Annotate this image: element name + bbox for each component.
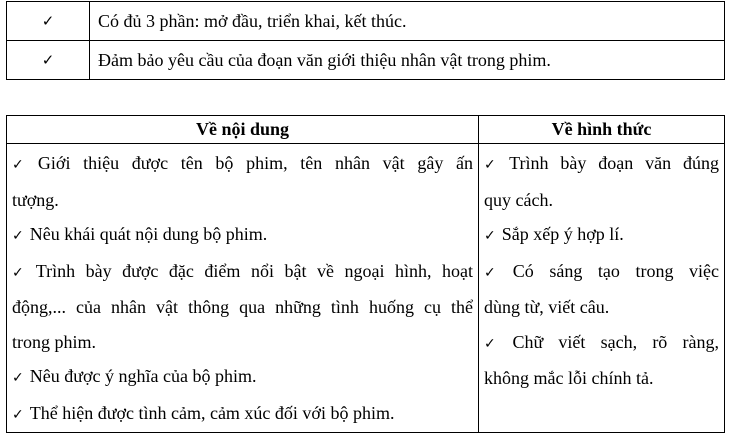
- form-item-line: [484, 254, 719, 291]
- form-item-text: Trình bày đoạn văn đúng: [509, 153, 720, 173]
- checklist-item-text: Có đủ 3 phần: mở đầu, triển khai, kết thúc.: [90, 2, 725, 41]
- form-item-line: quy cách.: [484, 189, 553, 210]
- content-item-line: [12, 146, 473, 183]
- check-icon: ✓: [484, 335, 507, 352]
- content-item-line: [12, 254, 473, 291]
- check-icon: ✓: [7, 41, 90, 80]
- check-icon: ✓: [12, 406, 24, 423]
- check-icon: ✓: [12, 264, 30, 281]
- check-icon: ✓: [484, 157, 504, 173]
- content-criteria-cell: [7, 144, 479, 433]
- form-item-text: Chữ viết sạch, rõ ràng,: [512, 331, 720, 352]
- check-icon: ✓: [12, 228, 24, 244]
- checklist-row: [7, 41, 725, 80]
- form-column-header: Về hình thức: [479, 116, 725, 144]
- form-item-line: [484, 217, 719, 254]
- criteria-body-row: [7, 144, 725, 433]
- checklist-item-text: Đảm bảo yêu cầu của đoạn văn giới thiệu nhân vật trong phim.: [90, 41, 725, 80]
- check-icon: ✓: [484, 264, 507, 281]
- content-item-line: [12, 217, 473, 254]
- content-item-text: Nêu được ý nghĩa của bộ phim.: [29, 366, 257, 386]
- content-column-header: Về nội dung: [7, 116, 479, 144]
- checklist-row: [7, 2, 725, 41]
- criteria-header-row: [7, 116, 725, 144]
- content-item-line: động,... của nhân vật thông qua những tình huống cụ thể: [12, 297, 473, 317]
- check-icon: ✓: [484, 228, 496, 244]
- form-item-text: Sắp xếp ý hợp lí.: [501, 224, 624, 244]
- check-icon: ✓: [12, 157, 32, 173]
- content-item-text: Nêu khái quát nội dung bộ phim.: [29, 224, 268, 244]
- content-item-text: Trình bày được đặc điểm nổi bật về ngoại hình, hoạt: [35, 260, 474, 281]
- checklist-table: [6, 1, 725, 80]
- form-item-line: [484, 325, 719, 362]
- criteria-table: [6, 115, 725, 433]
- check-icon: ✓: [7, 2, 90, 41]
- content-item-text: Thể hiện được tình cảm, cảm xúc đối với bộ phim.: [29, 402, 395, 423]
- form-criteria-cell: [479, 144, 725, 433]
- form-item-line: [484, 146, 719, 183]
- check-icon: ✓: [12, 370, 24, 386]
- content-item-line: tượng.: [12, 189, 59, 210]
- content-item-line: [12, 396, 473, 433]
- content-item-line: trong phim.: [12, 331, 96, 352]
- form-item-line: dùng từ, viết câu.: [484, 297, 610, 317]
- content-item-line: [12, 359, 473, 396]
- form-item-text: Có sáng tạo trong việc: [512, 260, 719, 281]
- form-item-line: không mắc lỗi chính tả.: [484, 368, 654, 388]
- content-item-text: Giới thiệu được tên bộ phim, tên nhân vật gây ấn: [37, 153, 473, 173]
